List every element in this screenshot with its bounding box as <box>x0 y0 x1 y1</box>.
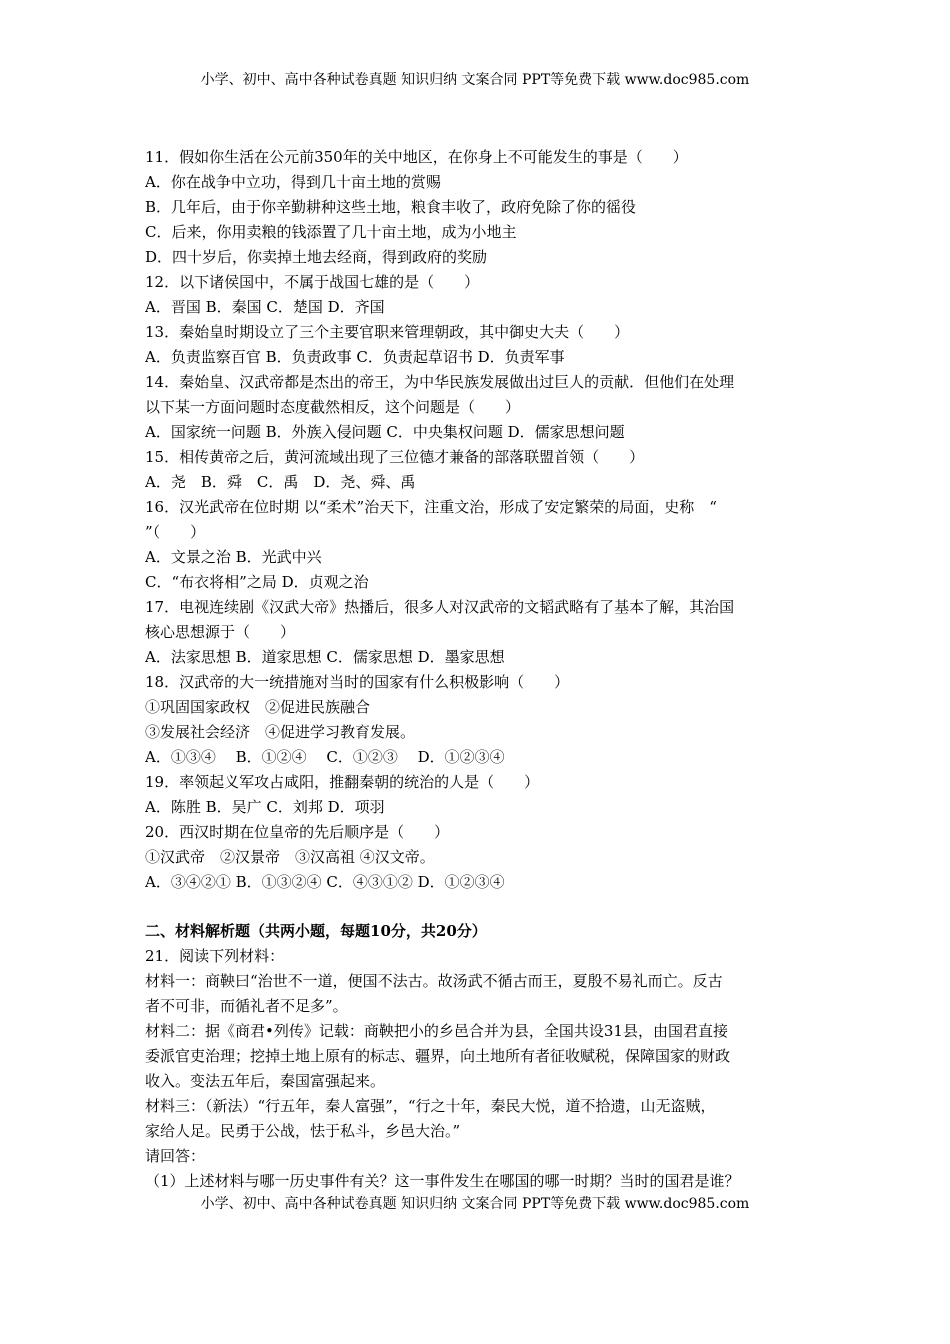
question-14-options: A．国家统一问题 B．外族入侵问题 C．中央集权问题 D．儒家思想问题 <box>145 423 625 441</box>
material-2-line1: 材料二：据《商君•列传》记载：商鞅把小的乡邑合并为县，全国共设31县，由国君直接 <box>145 1022 728 1040</box>
question-11-stem: 11．假如你生活在公元前350年的关中地区，在你身上不可能发生的事是（ ） <box>145 148 688 166</box>
question-11-option-c: C．后来，你用卖粮的钱添置了几十亩土地，成为小地主 <box>145 223 517 241</box>
material-2-line2: 委派官吏治理；挖掉土地上原有的标志、疆界，向土地所有者征收赋税，保障国家的财政 <box>145 1047 731 1065</box>
material-3-line2: 家给人足。民勇于公战，怯于私斗，乡邑大治。” <box>145 1122 461 1140</box>
question-21-intro: 21．阅读下列材料： <box>145 947 285 965</box>
answer-prompt: 请回答： <box>145 1147 206 1165</box>
question-18-stem: 18．汉武帝的大一统措施对当时的国家有什么积极影响（ ） <box>145 673 570 691</box>
question-19-stem: 19．率领起义军攻占咸阳，推翻秦朝的统治的人是（ ） <box>145 773 540 791</box>
question-15-stem: 15．相传黄帝之后，黄河流域出现了三位德才兼备的部落联盟首领（ ） <box>145 448 645 466</box>
question-11-option-a: A．你在战争中立功，得到几十亩土地的赏赐 <box>145 173 441 191</box>
question-17-stem-line1: 17．电视连续剧《汉武大帝》热播后，很多人对汉武帝的文韬武略有了基本了解，其治国 <box>145 598 735 616</box>
question-18-items-line1: ①巩固国家政权 ②促进民族融合 <box>145 698 371 716</box>
question-16-options-line1: A．文景之治 B．光武中兴 <box>145 548 322 566</box>
question-19-options: A．陈胜 B．吴广 C．刘邦 D．项羽 <box>145 798 385 816</box>
question-14-stem-line1: 14．秦始皇、汉武帝都是杰出的帝王，为中华民族发展做出过巨人的贡献．但他们在处理 <box>145 373 735 391</box>
page-footer: 小学、初中、高中各种试卷真题 知识归纳 文案合同 PPT等免费下载 www.doc985.com <box>200 1196 750 1212</box>
question-18-options: A．①③④ B．①②④ C．①②③ D．①②③④ <box>145 748 505 766</box>
question-15-options: A．尧 B．舜 C．禹 D．尧、舜、禹 <box>145 473 416 491</box>
question-16-stem-line2: ”（ ） <box>145 523 206 541</box>
question-20-items: ①汉武帝 ②汉景帝 ③汉高祖 ④汉文帝。 <box>145 848 435 866</box>
material-2-line3: 收入。变法五年后，秦国富强起来。 <box>145 1072 386 1090</box>
question-13-stem: 13．秦始皇时期设立了三个主要官职来管理朝政，其中御史大夫（ ） <box>145 323 630 341</box>
section-2-title: 二、材料解析题（共两小题，每题10分，共20分） <box>145 922 487 940</box>
question-16-stem-line1: 16．汉光武帝在位时期 以“柔术”治天下，注重文治，形成了安定繁荣的局面，史称 “ <box>145 498 717 516</box>
question-12-stem: 12．以下诸侯国中，不属于战国七雄的是（ ） <box>145 273 480 291</box>
question-20-stem: 20．西汉时期在位皇帝的先后顺序是（ ） <box>145 823 450 841</box>
material-3-line1: 材料三：（新法）“行五年，秦人富强”，“行之十年，秦民大悦，道不拾遗，山无盗贼， <box>145 1097 716 1115</box>
question-18-items-line2: ③发展社会经济 ④促进学习教育发展。 <box>145 723 416 741</box>
material-1-line2: 者不可非，而循礼者不足多”。 <box>145 997 348 1015</box>
question-20-options: A．③④②① B．①③②④ C．④③①② D．①②③④ <box>145 873 505 891</box>
section-spacer <box>145 895 835 919</box>
question-11-option-d: D．四十岁后，你卖掉土地去经商，得到政府的奖励 <box>145 248 488 266</box>
sub-question-1: （1）上述材料与哪一历史事件有关？这一事件发生在哪国的哪一时期？当时的国君是谁？ <box>145 1172 740 1190</box>
question-12-options: A．晋国 B．秦国 C．楚国 D．齐国 <box>145 298 385 316</box>
question-13-options: A．负责监察百官 B．负责政事 C．负责起草诏书 D．负责军事 <box>145 348 565 366</box>
question-17-options: A．法家思想 B．道家思想 C．儒家思想 D．墨家思想 <box>145 648 505 666</box>
question-11-option-b: B．几年后，由于你辛勤耕种这些土地，粮食丰收了，政府免除了你的徭役 <box>145 198 637 216</box>
document-body <box>145 145 835 1194</box>
question-16-options-line2: C．“布衣将相”之局 D．贞观之治 <box>145 573 369 591</box>
question-17-stem-line2: 核心思想源于（ ） <box>145 623 296 641</box>
page-header: 小学、初中、高中各种试卷真题 知识归纳 文案合同 PPT等免费下载 www.doc985.com <box>200 72 750 88</box>
material-1-line1: 材料一：商鞅曰“治世不一道，便国不法古。故汤武不循古而王，夏殷不易礼而亡。反古 <box>145 972 723 990</box>
question-14-stem-line2: 以下某一方面问题时态度截然相反，这个问题是（ ） <box>145 398 521 416</box>
